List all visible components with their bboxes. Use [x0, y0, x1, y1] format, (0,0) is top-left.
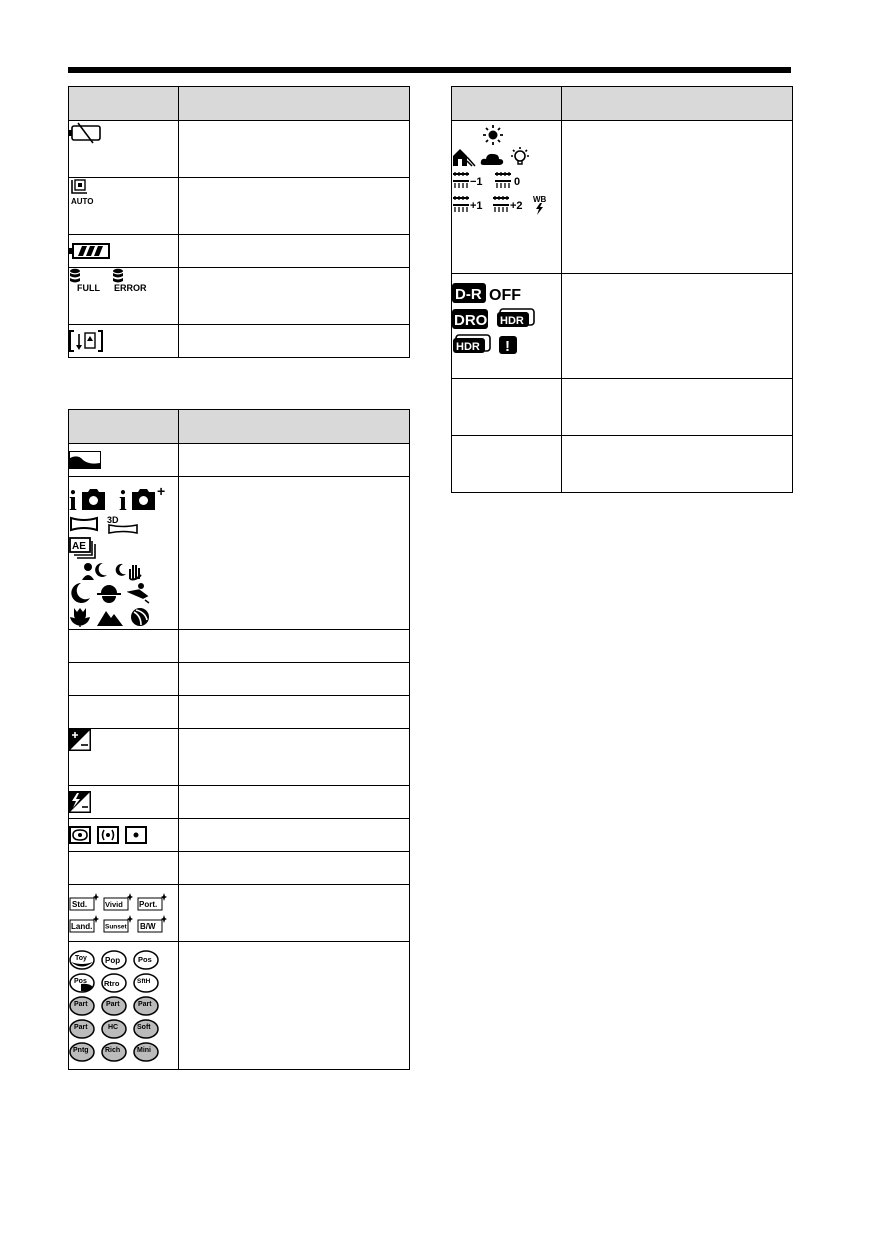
hdr-icon [452, 334, 492, 356]
description-cell [179, 178, 410, 235]
incandescent-wb-icon [508, 147, 532, 167]
dr-label: D-R [455, 286, 482, 303]
wb-plus1-label: +1 [470, 200, 483, 212]
auto-hdr-icon [496, 308, 536, 330]
description-cell [179, 268, 410, 325]
icon-cell [452, 274, 562, 379]
header-cell [69, 87, 179, 121]
wb-label: WB [533, 195, 547, 204]
table-row [69, 942, 410, 1070]
description-cell [179, 121, 410, 178]
effect-soft-high-key-icon [133, 973, 159, 993]
icon-cell [452, 436, 562, 493]
style-label-std: Std. [72, 900, 88, 909]
icon-cell [69, 663, 179, 696]
table-row [452, 436, 793, 493]
description-cell [562, 121, 793, 274]
continuous-ae-icon [69, 537, 97, 559]
left-top-table [68, 86, 410, 358]
effect-label: Rich [105, 1046, 121, 1054]
effect-label: Toy [75, 954, 87, 962]
hdr-warning-icon [498, 335, 518, 355]
table-row [452, 274, 793, 379]
description-cell [179, 885, 410, 942]
icon-cell [69, 630, 179, 663]
effect-partial-color-yellow-icon [69, 1019, 95, 1039]
style-badge-sunset [103, 915, 133, 933]
style-label-vivid: Vivid [105, 900, 123, 909]
style-label-port: Port. [139, 900, 158, 909]
exposure-compensation-icon [69, 729, 91, 751]
description-cell [179, 477, 410, 630]
description-cell [562, 274, 793, 379]
effect-label: Part [138, 1000, 152, 1008]
table-header-row [452, 87, 793, 121]
dro-label: DRO [454, 312, 488, 329]
style-label-sunset: Sunset [105, 923, 127, 931]
header-cell [179, 410, 410, 444]
flash-compensation-icon [69, 791, 91, 813]
3d-panorama-icon [105, 514, 139, 534]
table-row [69, 235, 410, 268]
right-table [451, 86, 793, 493]
center-weighted-metering-icon [97, 826, 119, 844]
icon-cell [69, 819, 179, 852]
icon-cell [69, 885, 179, 942]
header-cell [562, 87, 793, 121]
multi-metering-icon [69, 826, 91, 844]
effect-label: Mini [137, 1046, 151, 1054]
effect-posterization-color-icon [133, 950, 159, 970]
table-row [69, 121, 410, 178]
fluorescent-zero-wb-icon [494, 171, 524, 191]
effect-label: Part [74, 1000, 88, 1008]
vertical-orientation-icon [69, 330, 103, 352]
auto-recording-icon [69, 178, 99, 206]
effect-label: HC [108, 1023, 119, 1031]
ae-label: AE [72, 541, 86, 552]
effect-posterization-bw-icon [69, 973, 95, 993]
table-header-row [69, 87, 410, 121]
full-label: FULL [77, 283, 100, 293]
table-row [69, 696, 410, 729]
effect-label: Pos [138, 954, 152, 964]
table-row [452, 121, 793, 274]
description-cell [179, 696, 410, 729]
effect-label: SftH [137, 977, 151, 985]
description-cell [179, 942, 410, 1070]
effect-hdr-painting-icon [69, 1042, 95, 1062]
effect-soft-focus-icon [133, 1019, 159, 1039]
error-label: ERROR [114, 283, 147, 293]
table-row [452, 379, 793, 436]
table-header-row [69, 410, 410, 444]
icon-cell [69, 477, 179, 630]
left-bottom-table [68, 409, 410, 1070]
effect-label: Pntg [73, 1046, 89, 1054]
dro-icon [452, 308, 488, 330]
style-badge-port [137, 893, 167, 911]
description-cell [179, 786, 410, 819]
table-row [69, 885, 410, 942]
icon-cell [69, 852, 179, 885]
description-cell [562, 379, 793, 436]
icon-cell [69, 696, 179, 729]
description-cell [562, 436, 793, 493]
effect-toy-camera-icon [69, 950, 95, 970]
macro-icon [69, 606, 91, 628]
effect-label: Soft [137, 1023, 151, 1031]
table-row [69, 477, 410, 630]
effect-miniature-icon [133, 1042, 159, 1062]
effect-label: Part [106, 1000, 120, 1008]
effect-label: Part [74, 1023, 88, 1031]
excl-label: ! [505, 338, 510, 355]
header-cell [452, 87, 562, 121]
effect-high-contrast-mono-icon [101, 1019, 127, 1039]
icon-cell [69, 729, 179, 786]
description-cell [179, 729, 410, 786]
header-cell [179, 87, 410, 121]
daylight-wb-icon [482, 125, 504, 145]
effect-pop-color-icon [101, 950, 127, 970]
wb-plus2-label: +2 [510, 200, 523, 212]
fluorescent-minus1-wb-icon [452, 171, 490, 191]
table-row [69, 178, 410, 235]
sports-icon [129, 606, 151, 628]
icon-cell [69, 325, 179, 358]
three-d-label: 3D [107, 515, 119, 525]
effect-partial-color-blue-icon [133, 996, 159, 1016]
spot-metering-icon [125, 826, 147, 844]
effect-rich-tone-mono-icon [101, 1042, 127, 1062]
table-row [69, 325, 410, 358]
icon-cell [452, 121, 562, 274]
effect-partial-color-green-icon [101, 996, 127, 1016]
effect-label: Pop [105, 955, 121, 965]
style-badge-land [69, 915, 99, 933]
database-full-icon [69, 267, 105, 293]
landscape-icon [97, 606, 123, 628]
sports-action-icon [127, 582, 151, 604]
dro-off-icon [452, 282, 524, 304]
icon-cell [69, 235, 179, 268]
icon-cell [452, 379, 562, 436]
icon-cell [69, 444, 179, 477]
description-cell [179, 852, 410, 885]
shade-wb-icon [452, 147, 476, 167]
i-label: i [69, 486, 77, 512]
header-rule [68, 67, 791, 73]
hdr-label-2: HDR [456, 341, 480, 353]
night-scene-icon [69, 582, 91, 604]
table-row [69, 852, 410, 885]
database-error-icon [111, 267, 153, 293]
table-row [69, 444, 410, 477]
hdr-label: HDR [500, 315, 524, 327]
table-row [69, 786, 410, 819]
description-cell [179, 630, 410, 663]
plus-label: + [157, 484, 166, 499]
style-label-land: Land. [71, 922, 93, 931]
effect-label: Pos [74, 977, 87, 985]
wb-minus1-label: −1 [470, 176, 483, 188]
style-badge-vivid [103, 893, 133, 911]
effect-label: Rtro [104, 978, 120, 988]
off-label: OFF [489, 287, 521, 304]
header-cell [69, 410, 179, 444]
sweep-panorama-icon [69, 516, 99, 532]
description-cell [179, 235, 410, 268]
icon-cell [69, 268, 179, 325]
style-badge-bw [137, 915, 167, 933]
icon-cell [69, 178, 179, 235]
table-row [69, 268, 410, 325]
description-cell [179, 444, 410, 477]
style-badge-std [69, 893, 99, 911]
night-portrait-icon [81, 561, 109, 581]
icon-cell [69, 942, 179, 1070]
histogram-icon [69, 451, 101, 469]
description-cell [179, 325, 410, 358]
battery-level-icon [69, 241, 113, 261]
superior-auto-icon [119, 484, 169, 512]
table-row [69, 729, 410, 786]
icon-cell [69, 786, 179, 819]
fluorescent-plus2-wb-icon [492, 195, 528, 215]
table-row [69, 663, 410, 696]
icon-cell [69, 121, 179, 178]
no-battery-icon [69, 121, 103, 145]
effect-retro-icon [101, 973, 127, 993]
fluorescent-plus1-wb-icon [452, 195, 488, 215]
intelligent-auto-icon [69, 484, 113, 512]
table-row [69, 819, 410, 852]
auto-label: AUTO [71, 197, 94, 206]
description-cell [179, 663, 410, 696]
table-row [69, 630, 410, 663]
wb-zero-label: 0 [514, 176, 521, 188]
sunset-icon [97, 582, 121, 604]
effect-partial-color-red-icon [69, 996, 95, 1016]
style-label-bw: B/W [140, 922, 156, 931]
description-cell [179, 819, 410, 852]
flash-wb-icon [532, 194, 548, 216]
hand-held-twilight-icon [115, 561, 143, 581]
cloudy-wb-icon [480, 147, 504, 167]
i-label-2: i [119, 486, 127, 512]
